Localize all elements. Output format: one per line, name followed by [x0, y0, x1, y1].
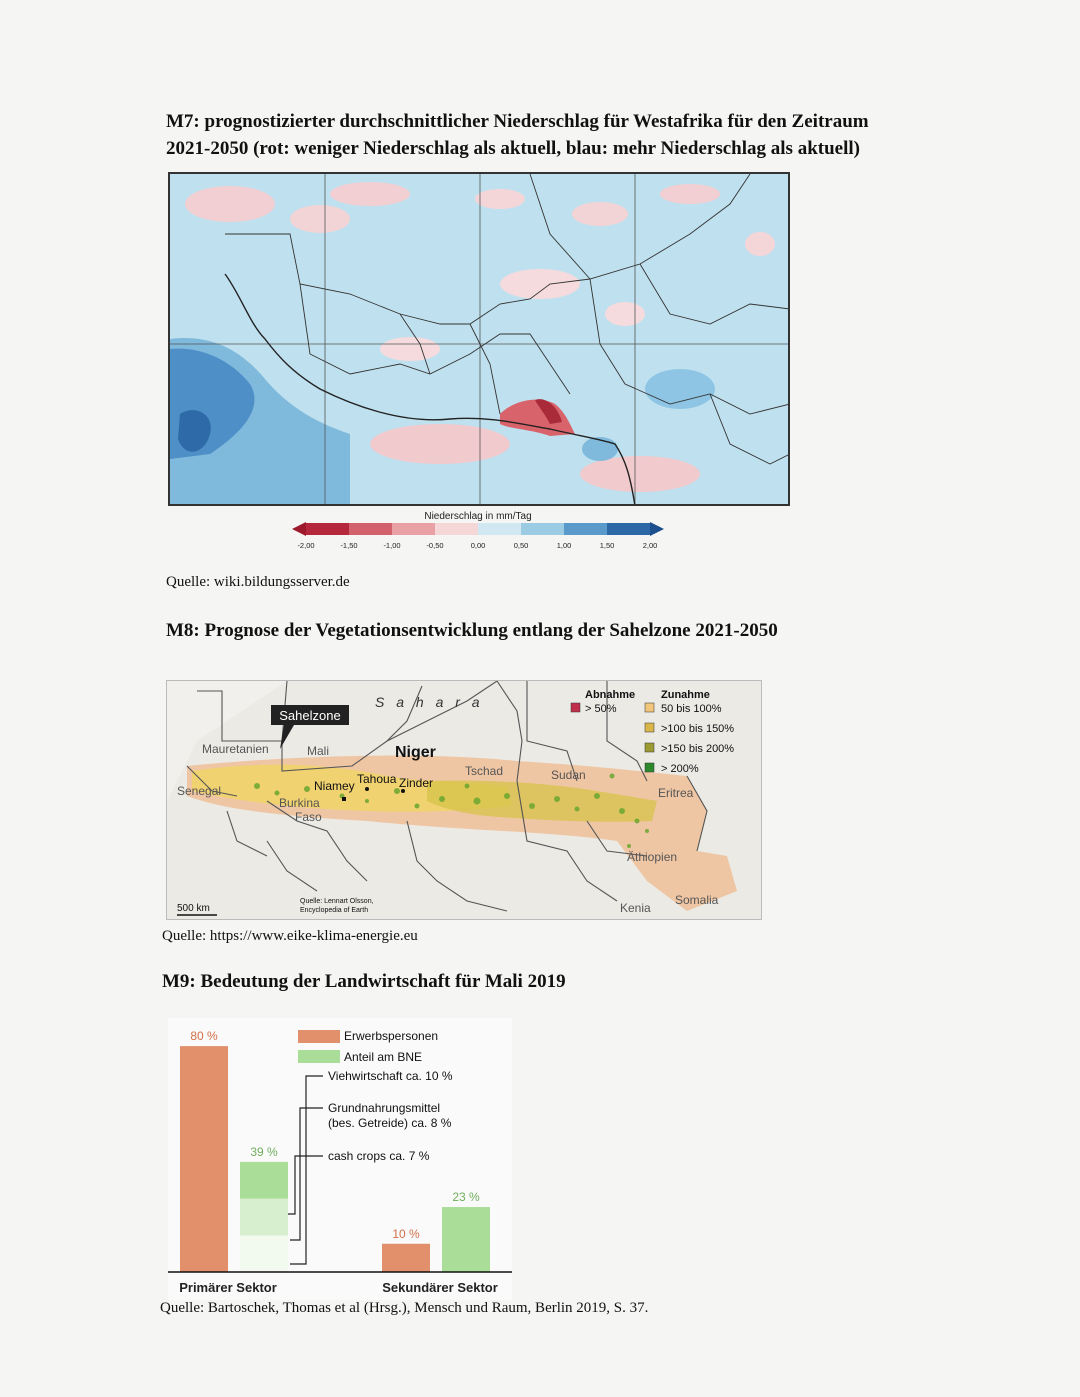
map-source-line1: Quelle: Lennart Olsson,: [300, 898, 374, 905]
label-senegal: Senegal: [177, 784, 222, 798]
annotation-vieh: Viehwirtschaft ca. 10 %: [328, 1069, 453, 1083]
colorbar-title: Niederschlag in mm/Tag: [424, 511, 532, 522]
precipitation-map: [168, 172, 790, 506]
label-aethiopien: Äthiopien: [627, 850, 678, 864]
bar-label: 39 %: [250, 1144, 278, 1159]
sahel-vegetation-map: [166, 680, 762, 920]
legend-abnahme-item: > 50%: [585, 703, 617, 715]
colorbar-tick: -0,50: [426, 541, 444, 550]
label-mauretanien: Mauretanien: [202, 742, 269, 756]
m9-source: Quelle: Bartoschek, Thomas et al (Hrsg.), Mensch und Raum, Berlin 2019, S. 37.: [160, 1300, 649, 1316]
category-label: Sekundärer Sektor: [382, 1280, 498, 1295]
mali-chart-graphic: [168, 1018, 512, 1300]
label-niger: Niger: [395, 744, 436, 761]
m7-title-line1: M7: prognostizierter durchschnittlicher Niederschlag für Westafrika für den Zeitraum: [166, 111, 869, 132]
colorbar-tick: 0,50: [513, 541, 529, 550]
annotation-grund-1: Grundnahrungsmittel: [328, 1101, 441, 1115]
colorbar-tick: -2,00: [297, 541, 315, 550]
bne-segment-grund: [240, 1199, 288, 1236]
sahelzone-label: Sahelzone: [279, 708, 341, 723]
legend-zunahme-2: >100 bis 150%: [661, 723, 735, 735]
legend-zunahme-1: 50 bis 100%: [661, 703, 722, 715]
legend-zunahme-title: Zunahme: [661, 689, 710, 701]
label-faso: Faso: [295, 810, 322, 824]
bar-erwerbspersonen-1: [382, 1244, 430, 1272]
label-kenia: Kenia: [620, 901, 651, 915]
m8-title: M8: Prognose der Vegetationsentwicklung entlang der Sahelzone 2021-2050: [166, 620, 778, 641]
label-burkina: Burkina: [279, 796, 320, 810]
colorbar-tick: 1,50: [599, 541, 615, 550]
legend-zunahme-3: >150 bis 200%: [661, 743, 735, 755]
bar-anteil-bne-1: [442, 1207, 490, 1272]
map-source-line2: Encyclopedia of Earth: [300, 907, 369, 914]
colorbar-tick: 1,00: [556, 541, 572, 550]
scale-label: 500 km: [177, 903, 210, 914]
label-sahara: S a h a r a: [375, 694, 484, 710]
m7-title-line2: 2021-2050 (rot: weniger Niederschlag als aktuell, blau: mehr Niederschlag als aktuell): [166, 138, 860, 159]
label-eritrea: Eritrea: [658, 786, 694, 800]
label-somalia: Somalia: [675, 893, 719, 907]
mali-agriculture-chart: [168, 1018, 512, 1300]
colorbar-tick: -1,50: [340, 541, 358, 550]
bne-segment-cash: [240, 1235, 288, 1272]
label-tahoua: Tahoua: [357, 772, 397, 786]
annotation-grund-2: (bes. Getreide) ca. 8 %: [328, 1116, 452, 1130]
label-tschad: Tschad: [465, 764, 504, 778]
legend-anteil-bne: Anteil am BNE: [344, 1050, 423, 1064]
precipitation-colorbar: [288, 508, 668, 554]
colorbar-graphic: [288, 508, 668, 554]
legend-zunahme-4: > 200%: [661, 763, 699, 775]
legend-abnahme-title: Abnahme: [585, 689, 636, 701]
m9-title: M9: Bedeutung der Landwirtschaft für Mali 2019: [162, 971, 566, 992]
legend-erwerbspersonen: Erwerbspersonen: [344, 1029, 439, 1043]
bar-erwerbspersonen-0: [180, 1046, 228, 1272]
colorbar-tick: 0,00: [470, 541, 486, 550]
colorbar-tick: -1,00: [383, 541, 401, 550]
label-mali: Mali: [307, 744, 330, 758]
colorbar-tick: 2,00: [642, 541, 658, 550]
bar-label: 23 %: [452, 1190, 480, 1205]
precipitation-map-graphic: [170, 174, 790, 506]
sahel-map-graphic: [167, 681, 761, 919]
bar-label: 80 %: [190, 1029, 218, 1044]
label-sudan: Sudan: [551, 768, 586, 782]
annotation-cash: cash crops ca. 7 %: [328, 1149, 430, 1163]
m8-source: Quelle: https://www.eike-klima-energie.eu: [162, 928, 418, 944]
category-label: Primärer Sektor: [179, 1280, 277, 1295]
bar-label: 10 %: [392, 1226, 420, 1241]
m7-source: Quelle: wiki.bildungsserver.de: [166, 574, 350, 590]
label-zinder: Zinder: [399, 776, 434, 790]
label-niamey: Niamey: [314, 779, 355, 793]
